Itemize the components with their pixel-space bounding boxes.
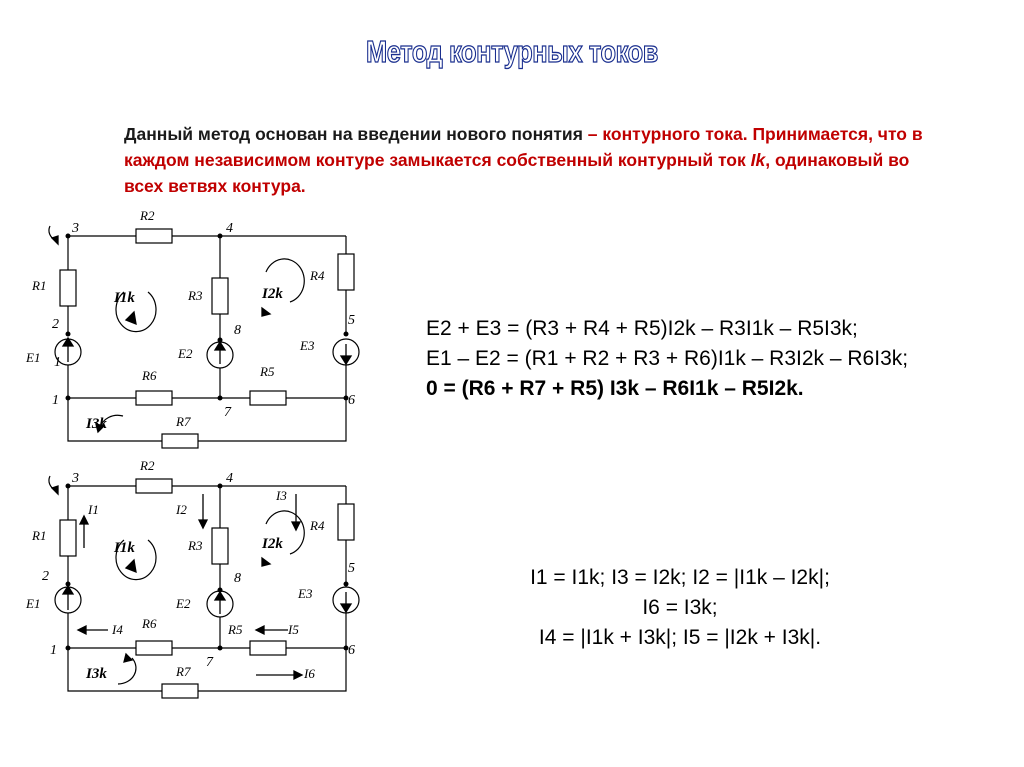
resistor-label: R4 <box>310 518 325 533</box>
source-label: E2 <box>178 346 193 361</box>
loop-current-label: I1k <box>114 290 135 306</box>
resistor-label: R2 <box>140 458 155 473</box>
intro-part-4: , одинаковый во всех ветвях контура. <box>124 150 910 196</box>
loop-current-label: I1k <box>114 540 135 556</box>
branch-current-label: I6 <box>304 666 315 681</box>
equation-line: 0 = (R6 + R7 + R5) I3k – R6I1k – R5I2k. <box>426 377 804 400</box>
resistor-label: R5 <box>228 622 243 637</box>
node-label: 1 <box>50 643 57 658</box>
loop-current-label: I3k <box>86 416 107 432</box>
source-label: E2 <box>176 596 191 611</box>
node-label: 8 <box>234 323 241 338</box>
node-label: 6 <box>348 393 355 408</box>
loop-current-label: I2k <box>262 286 283 302</box>
node-label: 3 <box>72 221 79 236</box>
intro-part-2: – контурного тока. Принимается, что в каждом независимом контуре замыкается собственный контурный ток <box>124 124 923 170</box>
resistor-label: R6 <box>142 368 157 383</box>
resistor-label: R5 <box>260 364 275 379</box>
node-label: 6 <box>348 643 355 658</box>
intro-part-3: Ik <box>750 150 766 170</box>
equation-line: E1 – E2 = (R1 + R2 + R3 + R6)I1k – R3I2k – R6I3k; <box>426 347 909 370</box>
relation-line: I1 = I1k; I3 = I2k; I2 = |I1k – I2k|; <box>530 566 830 589</box>
branch-current-label: I5 <box>288 622 299 637</box>
node-label: 5 <box>348 561 355 576</box>
node-label: 1 <box>52 393 59 408</box>
source-label: E1 <box>26 596 41 611</box>
node-label: 8 <box>234 571 241 586</box>
node-label: 2 <box>52 317 59 332</box>
resistor-label: R7 <box>176 414 191 429</box>
relation-line: I4 = |I1k + I3k|; I5 = |I2k + I3k|. <box>538 626 822 649</box>
loop-equations <box>426 314 908 404</box>
page-title: Метод контурных токов <box>365 34 658 69</box>
branch-current-label: I3 <box>276 488 287 503</box>
node-label: 7 <box>224 405 231 420</box>
node-label: 4 <box>226 471 233 486</box>
source-label: E3 <box>298 586 313 601</box>
equation-line: E2 + E3 = (R3 + R4 + R5)I2k – R3I1k – R5I3k; <box>426 317 858 340</box>
node-label: 1 <box>54 355 61 370</box>
node-label: 2 <box>42 569 49 584</box>
node-label: 5 <box>348 313 355 328</box>
branch-current-label: I1 <box>88 502 99 517</box>
branch-current-relations <box>490 563 870 653</box>
resistor-label: R1 <box>32 528 47 543</box>
node-label: 3 <box>72 471 79 486</box>
loop-current-label: I2k <box>262 536 283 552</box>
intro-part-1: Данный метод основан на введении нового понятия <box>124 124 588 144</box>
resistor-label: R2 <box>140 208 155 223</box>
resistor-label: R4 <box>310 268 325 283</box>
node-label: 7 <box>206 655 213 670</box>
source-label: E3 <box>300 338 315 353</box>
resistor-label: R3 <box>188 288 203 303</box>
resistor-label: R6 <box>142 616 157 631</box>
resistor-label: R1 <box>32 278 47 293</box>
relation-line: I6 = I3k; <box>642 596 718 619</box>
source-label: E1 <box>26 350 41 365</box>
resistor-label: R7 <box>176 664 191 679</box>
node-label: 4 <box>226 221 233 236</box>
loop-current-label: I3k <box>86 666 107 682</box>
branch-current-label: I4 <box>112 622 123 637</box>
resistor-label: R3 <box>188 538 203 553</box>
branch-current-label: I2 <box>176 502 187 517</box>
